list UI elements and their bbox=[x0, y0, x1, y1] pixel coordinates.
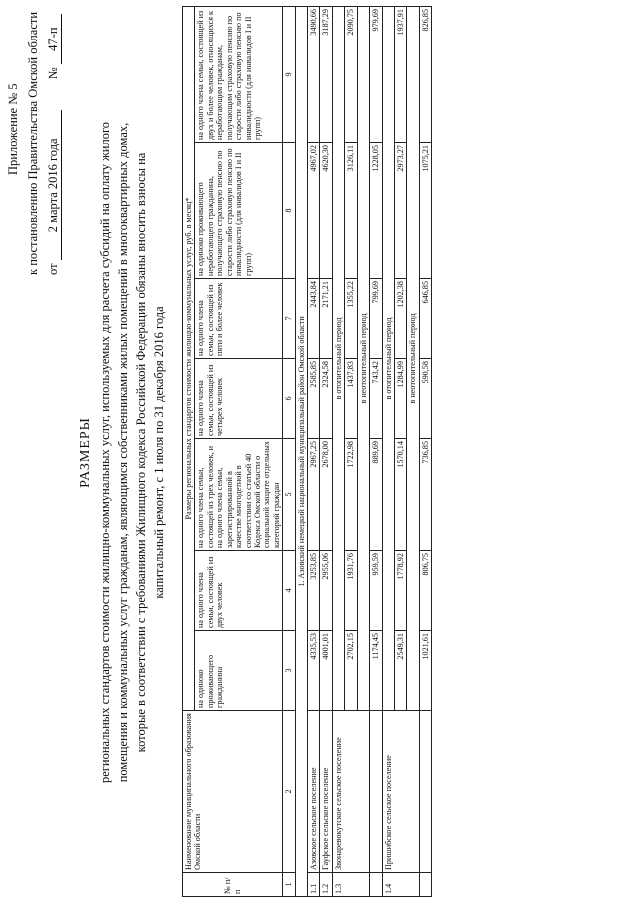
table-row bbox=[419, 7, 431, 897]
header-col-9: на одного члена семьи, состоящей из двух и более человек, относящихся к неработающим гражданам, получающим страховую пенсию по старости либо страховую пенсию по инвалидности (для инвалидов I и II групп) bbox=[195, 7, 283, 143]
value-cell: 2549,31 bbox=[395, 631, 407, 711]
value-cell: 646,85 bbox=[419, 279, 431, 359]
row-num: 1.4 bbox=[382, 873, 419, 897]
table-row bbox=[308, 7, 320, 897]
index-cell: 1 bbox=[283, 873, 295, 897]
value-cell: 2171,21 bbox=[320, 279, 332, 359]
decree-number: 47-п bbox=[46, 14, 62, 64]
number-prefix: № bbox=[46, 67, 60, 80]
row-num: 1.1 bbox=[308, 873, 320, 897]
document-heading: РАЗМЕРЫ bbox=[78, 417, 93, 488]
value-cell: 2090,75 bbox=[345, 7, 357, 143]
index-cell: 2 bbox=[283, 711, 295, 873]
decree-reference: к постановлению Правительства Омской области bbox=[26, 11, 40, 275]
district-row: 1. Азовский немецкий национальный муниципальный район Омской области bbox=[295, 7, 307, 897]
value-cell: 2973,27 bbox=[395, 143, 407, 279]
value-cell: 806,75 bbox=[419, 551, 431, 631]
row-name: Азовское сельское поселение bbox=[308, 711, 320, 873]
index-cell: 5 bbox=[283, 439, 295, 551]
value-cell: 1570,14 bbox=[395, 439, 407, 551]
title-line-1: региональных стандартов стоимости жилищно-коммунальных услуг, используемых для расчета субсидий на оплату жилого bbox=[98, 121, 112, 784]
value-cell: 1937,91 bbox=[395, 7, 407, 143]
title-line-3: которые в соответствии с требованиями Жилищного кодекса Российской Федерации обязаны вносить взносы на bbox=[134, 152, 148, 753]
standards-table bbox=[182, 6, 432, 897]
header-municipality: Наименование муниципального образования Омской области bbox=[183, 711, 283, 873]
header-num: № п/п bbox=[183, 873, 283, 897]
appendix-label: Приложение № 5 bbox=[6, 83, 20, 175]
value-cell: 3187,29 bbox=[320, 7, 332, 143]
value-cell: 826,85 bbox=[419, 7, 431, 143]
value-cell: 1722,98 bbox=[345, 439, 357, 551]
value-cell: 1174,45 bbox=[370, 631, 382, 711]
value-cell: 1284,99 bbox=[395, 359, 407, 439]
value-cell: 3253,85 bbox=[308, 551, 320, 631]
value-cell: 4335,53 bbox=[308, 631, 320, 711]
value-cell: 959,59 bbox=[370, 551, 382, 631]
index-cell: 6 bbox=[283, 359, 295, 439]
period-nonheating-label: в неотопительный период bbox=[407, 7, 419, 711]
value-cell: 799,69 bbox=[370, 279, 382, 359]
value-cell: 1228,05 bbox=[370, 143, 382, 279]
value-cell: 1075,21 bbox=[419, 143, 431, 279]
value-cell: 736,85 bbox=[419, 439, 431, 551]
table-row bbox=[332, 7, 344, 897]
value-cell: 3490,66 bbox=[308, 7, 320, 143]
header-col-8: на одиноко проживающего неработающего гражданина, получающего страховую пенсию по старости либо страховую пенсию по инвалидности (для инвалидов I и II групп) bbox=[195, 143, 283, 279]
index-cell: 9 bbox=[283, 7, 295, 143]
row-num: 1.2 bbox=[320, 873, 332, 897]
value-cell: 2443,84 bbox=[308, 279, 320, 359]
table-row bbox=[320, 7, 332, 897]
value-cell: 4620,30 bbox=[320, 143, 332, 279]
header-group: Размеры региональных стандартов стоимости жилищно-коммунальных услуг, руб. в месяц* bbox=[183, 7, 195, 711]
header-col-6: на одного члена семьи, состоящей из четырех человек bbox=[195, 359, 283, 439]
column-index-row bbox=[283, 7, 295, 897]
value-cell: 1778,92 bbox=[395, 551, 407, 631]
value-cell: 743,42 bbox=[370, 359, 382, 439]
header-col-7: на одного члена семьи, состоящей из пяти и более человек bbox=[195, 279, 283, 359]
value-cell: 889,69 bbox=[370, 439, 382, 551]
value-cell: 3126,11 bbox=[345, 143, 357, 279]
table-row bbox=[370, 7, 382, 897]
title-line-2: помещения и коммунальных услуг гражданам, являющимся собственниками жилых помещений в многоквартирных домах, bbox=[116, 122, 130, 783]
value-cell: 2585,85 bbox=[308, 359, 320, 439]
value-cell: 2702,15 bbox=[345, 631, 357, 711]
index-cell: 4 bbox=[283, 551, 295, 631]
value-cell: 1931,76 bbox=[345, 551, 357, 631]
value-cell: 1437,83 bbox=[345, 359, 357, 439]
value-cell: 2324,58 bbox=[320, 359, 332, 439]
row-num: 1.3 bbox=[332, 873, 369, 897]
decree-date: 2 марта 2016 года bbox=[46, 110, 62, 260]
value-cell: 4967,02 bbox=[308, 143, 320, 279]
period-heating-label: в отопительный период bbox=[332, 7, 344, 711]
from-prefix: от bbox=[46, 263, 60, 275]
value-cell: 4001,01 bbox=[320, 631, 332, 711]
value-cell: 1021,61 bbox=[419, 631, 431, 711]
header-col-4: на одного члена семьи, состоящей из двух человек bbox=[195, 551, 283, 631]
period-nonheating-label: в неотопительный период bbox=[357, 7, 369, 711]
header-col-3: на одиноко проживающего гражданина bbox=[195, 631, 283, 711]
value-cell: 2955,06 bbox=[320, 551, 332, 631]
row-name: Гауфское сельское поселение bbox=[320, 711, 332, 873]
table-row bbox=[382, 7, 394, 897]
header-col-5: на одного члена семьи, состоящей из трех человек, и на одного члена семьи, зарегистрированной в качестве многодетной в соответствии со статьей 40 Кодекса Омской области о социальной защите отдельных категорий граждан bbox=[195, 439, 283, 551]
index-cell: 7 bbox=[283, 279, 295, 359]
decree-date-line bbox=[46, 14, 62, 275]
period-heating-label: в отопительный период bbox=[382, 7, 394, 711]
value-cell: 979,69 bbox=[370, 7, 382, 143]
index-cell: 3 bbox=[283, 631, 295, 711]
value-cell: 2678,00 bbox=[320, 439, 332, 551]
value-cell: 590,58 bbox=[419, 359, 431, 439]
value-cell: 1202,38 bbox=[395, 279, 407, 359]
value-cell: 2967,25 bbox=[308, 439, 320, 551]
row-name: Звонаревокутское сельское поселение bbox=[332, 711, 369, 873]
title-line-4: капитальный ремонт, с 1 июля по 31 декабря 2016 года bbox=[152, 306, 166, 599]
row-name: Пришибское сельское поселение bbox=[382, 711, 419, 873]
index-cell: 8 bbox=[283, 143, 295, 279]
value-cell: 1355,22 bbox=[345, 279, 357, 359]
